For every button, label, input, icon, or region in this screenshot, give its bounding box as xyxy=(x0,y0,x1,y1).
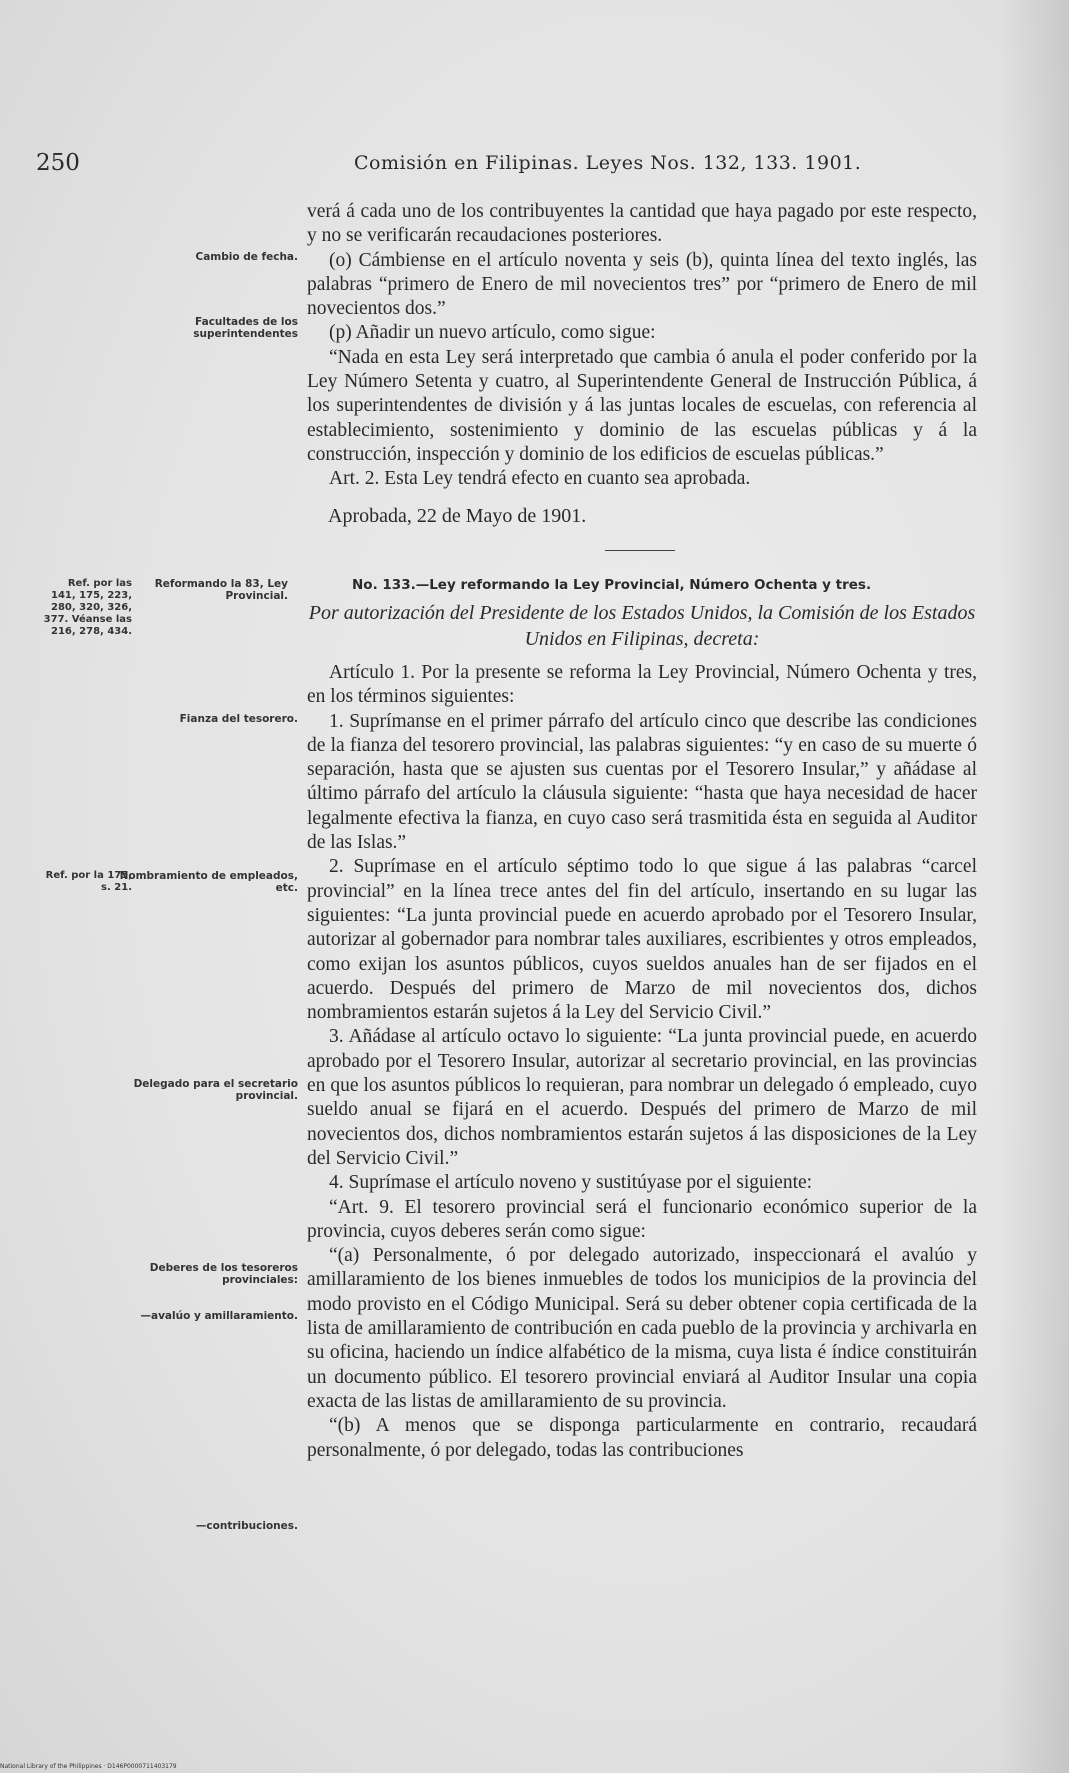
paragraph: verá á cada uno de los contribuyentes la cantidad que haya pagado por este respecto, y no se verificarán recaudaciones posteriores. xyxy=(307,201,977,247)
article-9: “Art. 9. El tesorero provincial será el funcionario económico superior de la provincia, cuyos deberes serán como sigue: xyxy=(307,1196,977,1242)
scan-footer: National Library of the Philippines · D146P0000711403179 xyxy=(0,1763,177,1770)
paragraph-b: “(b) A menos que se disponga particularmente en contrario, recaudará personalmente, ó por delegado, todas las contribuciones xyxy=(307,1415,977,1461)
paragraph-a: “(a) Personalmente, ó por delegado autorizado, inspeccionará el avalúo y amillaramiento de los bienes inmuebles de todos los municipios de la provincia del modo provisto en el Código Municipal. Será su deber obtener copia certificada de la lista de amillaramiento de contribución en cada pueblo de la provincia y archivarla en su oficina, haciendo un índice alfabético de la misma, cuya lista é índice constituirán un documento público. El tesorero provincial enviará al Auditor Insular una copia exacta de las listas de amillaramiento de su provincia. xyxy=(307,1245,977,1412)
sidenote-ref-1: Ref. por las 141, 175, 223, 280, 320, 326, 377. Véanse las 216, 278, 434. xyxy=(43,578,132,637)
sidenote-ref-2: Ref. por la 175, s. 21. xyxy=(45,870,132,893)
section-3: 3. Añádase al artículo octavo lo siguiente: “La junta provincial puede, en acuerdo aprobado por el Tesorero Insular, autorizar al secretario provincial, en las provincias en que los asuntos públicos lo requieran, para nombrar un delegado ó empleado, cuyo sueldo anual se fijará en el acuerdo. Después del primero de Marzo de mil novecientos dos, dichos nombramientos estarán sujetos á las disposiciones de la Ley del Servicio Civil.” xyxy=(307,1026,977,1169)
running-title: Comisión en Filipinas. Leyes Nos. 132, 133. 1901. xyxy=(354,152,862,174)
section-1: 1. Suprímanse en el primer párrafo del artículo cinco que describe las condiciones de la fianza del tesorero provincial, las palabras siguientes: “y en caso de su muerte ó separación, hasta que se ajusten sus cuentas por el Tesorero Insular,” y añádase al último párrafo del artículo la cláusula siguiente: “hasta que haya necesidad de hacer legalmente efectiva la fianza, en cuyo caso será trasmitida ésta en seguida al Auditor de las Islas.” xyxy=(307,710,977,854)
law-132-text xyxy=(307,200,977,492)
article-2: Art. 2. Esta Ley tendrá efecto en cuanto sea aprobada. xyxy=(329,468,751,490)
sidenote-contribuciones: —contribuciones. xyxy=(195,1520,298,1532)
sidenote-avaluo: —avalúo y amillaramiento. xyxy=(140,1310,298,1322)
law-133-heading: No. 133.—Ley reformando la Ley Provincial, Número Ochenta y tres. xyxy=(352,577,872,593)
page-edge-shadow xyxy=(999,0,1069,1773)
sidenote-cambio-fecha: Cambio de fecha. xyxy=(195,251,298,263)
enacting-clause: Por autorización del Presidente de los Estados Unidos, la Comisión de los Estados Unidos en Filipinas, decreta: xyxy=(308,602,976,650)
paragraph-quote: “Nada en esta Ley será interpretado que cambia ó anula el poder conferido por la Ley Número Setenta y cuatro, al Superintendente General de Instrucción Pública, á los superintendentes de división y á las juntas locales de escuelas, con referencia al establecimiento, sostenimiento y dominio de las escuelas públicas y á la construcción, inspección y dominio de los edificios de escuelas públicas.” xyxy=(307,346,977,465)
law-133-text xyxy=(307,661,977,1463)
sidenote-facultades: Facultades de los superintendentes xyxy=(193,316,298,340)
page-header xyxy=(36,150,916,180)
approval-date: Aprobada, 22 de Mayo de 1901. xyxy=(328,505,587,527)
sidenote-nombramiento: Nombramiento de empleados, etc. xyxy=(119,870,298,894)
paragraph-p: (p) Añadir un nuevo artículo, como sigue: xyxy=(329,322,656,344)
section-2: 2. Suprímase en el artículo séptimo todo lo que sigue á las palabras “carcel provincial” en la línea trece antes del fin del artículo, insertando en su lugar las siguientes: “La junta provincial puede en acuerdo aprobado por el Tesorero Insular, autorizar al gobernador para nombrar tales auxiliares, escribientes y otros empleados, como exijan los asuntos públicos, cuyos sueldos anuales han de ser fijados en el acuerdo. Después del primero de Marzo de mil novecientos dos, dichos nombramientos estarán sujetos á la Ley del Servicio Civil.” xyxy=(307,856,977,1024)
sidenote-delegado: Delegado para el secretario provincial. xyxy=(133,1078,298,1102)
section-4: 4. Suprímase el artículo noveno y sustitúyase por el siguiente: xyxy=(329,1172,813,1194)
page-number: 250 xyxy=(36,150,80,176)
section-divider xyxy=(605,550,675,551)
sidenote-fianza: Fianza del tesorero. xyxy=(179,713,298,725)
paragraph-o: (o) Cámbiense en el artículo noventa y seis (b), quinta línea del texto inglés, las palabras “primero de Enero de mil novecientos tres” por “primero de Enero de mil novecientos dos.” xyxy=(307,249,977,320)
sidenote-reformando: Reformando la 83, Ley Provincial. xyxy=(154,578,288,602)
article-1: Artículo 1. Por la presente se reforma la Ley Provincial, Número Ochenta y tres, en los términos siguientes: xyxy=(307,662,977,708)
sidenote-deberes: Deberes de los tesoreros provinciales: xyxy=(149,1262,298,1286)
